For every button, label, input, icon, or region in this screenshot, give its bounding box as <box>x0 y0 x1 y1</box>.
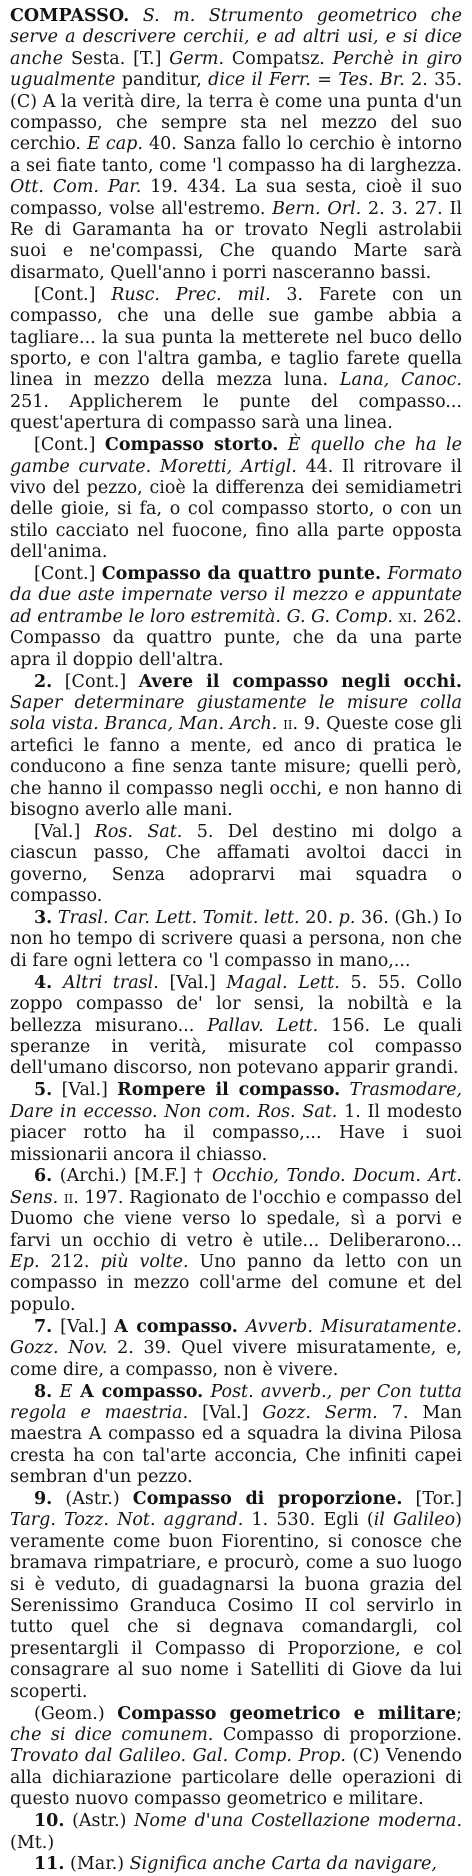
body-text: [Val.] <box>52 1316 115 1337</box>
body-text: Compatsz. <box>224 48 333 69</box>
bold-text: A compasso. <box>72 1381 204 1402</box>
italic-text: E <box>52 1381 73 1402</box>
body-text: (Archi.) [M.F.] † <box>52 1166 213 1187</box>
italic-text: Magal. Lett. <box>226 972 340 993</box>
body-text: 40. Sanza fallo lo cerchio è intorno a sei fiate tanto, come 'l compasso ha di larghezza. <box>10 134 462 176</box>
body-text: [Val.] <box>34 821 95 842</box>
bold-text: 3. <box>34 908 53 929</box>
body-text: [Cont.] <box>34 435 105 456</box>
body-text: 5. 55. Collo zoppo compasso de' lor sensi, la nobiltà e la bellezza misurano... <box>10 972 463 1036</box>
italic-text: che si dice comunem. <box>10 1725 214 1745</box>
bold-text: 8. <box>34 1381 53 1402</box>
bold-text: 10. <box>34 1811 65 1832</box>
body-text: [Cont.] <box>52 671 139 692</box>
italic-text: Bern. Orl. <box>272 198 362 219</box>
italic-text: Pallav. Lett. <box>207 1015 319 1036</box>
italic-text: Ros. Sat. <box>94 821 183 842</box>
body-text: (Mar.) <box>64 1854 130 1875</box>
italic-text: Ep. <box>10 1252 40 1273</box>
entry-sense-paragraph <box>10 435 462 563</box>
body-text: 2. 3. 27. Il Re di Garamanta ha or trovato Negli astrolabii suoi e ne'compassi, Che quando Marte sarà disarmato, Quell'anno i porri nasceranno bassi. <box>10 198 462 283</box>
entry-sense-paragraph <box>10 1704 462 1811</box>
body-text: Sesta. [T.] <box>63 48 170 69</box>
italic-text: Targ. Tozz. Not. aggrand. <box>10 1510 244 1531</box>
body-text: Uno panno da letto con un compasso in mezzo coll'arme del comune et del populo. <box>10 1252 463 1315</box>
italic-text: dice il Ferr. = Tes. Br. <box>208 70 405 91</box>
italic-text: Trasl. Car. Lett. Tomit. lett. <box>52 908 300 929</box>
body-text: (Geom.) <box>34 1703 118 1724</box>
italic-text: Trasmodare, Dare in eccesso. Non com. Ros. Sat. <box>10 1080 462 1122</box>
body-text: [Val.] <box>52 1080 118 1101</box>
italic-text: Gozz. Serm. <box>262 1402 378 1423</box>
bold-text: 7. <box>34 1316 53 1337</box>
smallcaps-text: ii <box>63 1187 74 1208</box>
body-text: ) veramente come buon Fiorentino, si conosce che bramava rimpatriare, e procurò, come a suo luogo si è veduto, di guadagnarsi la buona grazia del Serenissimo Granduca Cosimo II col servirlo in tutto quel che si degnava comandargli, col presentargli il Compasso di Proporzione, e col consagrare al suo nome i Satelliti di Giove da lui scoperti. <box>10 1510 462 1702</box>
entry-sense-paragraph <box>10 822 462 908</box>
entry-sense-paragraph <box>10 1080 462 1166</box>
bold-text: COMPASSO. <box>10 6 130 26</box>
italic-text: p. <box>338 908 356 929</box>
bold-text: Compasso storto. <box>104 435 279 456</box>
body-text: 20. <box>299 908 339 929</box>
body-text: 7. Man maestra A compasso ed a squadra la divina Pilosa cresta ha con tal'arte acconcia, Che infiniti capei sembran d'un pezzo. <box>10 1402 463 1488</box>
italic-text: Rusc. Prec. mil. <box>111 284 271 305</box>
entry-sense-paragraph <box>10 1317 462 1381</box>
italic-text: Trovato dal Galileo. Gal. Comp. Prop. <box>10 1746 346 1767</box>
body-text: . 197. Ragionato de l'occhio e compasso del Duomo che viene verso lo spedale, sì a porvi e farvi un occhio di vetro è utile... Deliberarono... <box>10 1187 462 1251</box>
body-text: 251. Applicherem le punte del compasso... quest'apertura di compasso sarà una linea. <box>10 391 462 434</box>
bold-text: 11. <box>34 1854 65 1875</box>
body-text: 3. Farete con un compasso, che una delle sue gambe abbia a tagliare... la sua punta la metterete nel buco dello sporto, e con l'altra gamba, e taglio farete quella linea in mezzo della mezza luna. <box>10 284 462 391</box>
italic-text: È quello che ha le gambe curvate. Moretti, Artigl. <box>10 435 463 477</box>
bold-text: Compasso geometrico e militare <box>117 1703 457 1724</box>
italic-text: S. m. Strumento geometrico che serve a descrivere cerchii, e ad altri usi, e si dice anche <box>10 6 462 69</box>
smallcaps-text: xi <box>398 606 412 627</box>
entry-sense-paragraph <box>10 1382 462 1489</box>
body-text: (C) Venendo alla dichiarazione particolare delle operazioni di questo nuovo compasso geometrico e militare. <box>10 1746 462 1810</box>
italic-text: Lana, Canoc. <box>339 370 462 391</box>
bold-text: A compasso. <box>114 1316 238 1337</box>
italic-text: Nome d'una Costellazione moderna. <box>134 1811 463 1832</box>
body-text: panditur, <box>115 70 209 91</box>
italic-text: Perchè in giro ugualmente <box>10 48 462 91</box>
entry-sense-paragraph <box>10 1489 462 1703</box>
italic-text: Ott. Com. Par. <box>10 177 142 198</box>
entry-sense-paragraph <box>10 973 462 1080</box>
italic-text: Altri trasl. <box>52 972 159 993</box>
body-text: 1. 530. Egli ( <box>243 1510 374 1531</box>
bold-text: 9. <box>34 1489 53 1510</box>
entry-sense-paragraph <box>10 908 462 972</box>
body-text: 2. 39. Quel vivere misuratamente, e, come dire, a compasso, non è vivere. <box>10 1338 462 1380</box>
body-text: 212. <box>39 1252 101 1273</box>
body-text: (Mt.) <box>10 1832 55 1853</box>
italic-text: Occhio, Tondo. Docum. Art. Sens. <box>10 1166 462 1208</box>
entry-headword-paragraph <box>10 6 462 284</box>
italic-text: Avverb. Misuratamente. Gozz. Nov. <box>10 1316 462 1359</box>
entry-sense-paragraph <box>10 285 462 435</box>
body-text: [Val.] <box>188 1402 263 1423</box>
entry-sense-paragraph <box>10 1811 462 1854</box>
body-text: ; <box>456 1703 463 1724</box>
italic-text: Saper determinare giustamente le misure colla sola vista. Branca, Man. Arch. <box>10 693 462 735</box>
body-text: 2. 35. (C) A la verità dire, la terra è come una punta d'un compasso, che sempre sta nel mezzo del suo cerchio. <box>10 70 463 155</box>
body-text: 44. Il ritrovare il vivo del pezzo, cioè la differenza dei semidiametri delle gioie, si fa, o col compasso storto, o con un stilo cacciato nel fuocone, fino alla parte opposta dell'anima. <box>10 456 462 563</box>
smallcaps-text: ii <box>283 714 293 735</box>
italic-text: Germ. <box>169 48 225 69</box>
body-text: 19. 434. La sua sesta, cioè il suo compasso, volse all'estremo. <box>10 177 462 219</box>
entry-sense-paragraph <box>10 1166 462 1316</box>
body-text: [Cont.] <box>34 284 112 305</box>
bold-text: 2. <box>34 671 53 692</box>
italic-text: Formato da due aste impernate verso il mezzo e appuntate ad entrambe le loro estremità. G. G. Comp. <box>10 564 462 627</box>
body-text: (Astr.) <box>52 1489 133 1510</box>
bold-text: Rompere il compasso. <box>117 1080 341 1101</box>
entry-sense-paragraph <box>10 1854 462 1875</box>
entry-sense-paragraph <box>10 672 462 822</box>
dictionary-entry-compasso <box>10 6 462 1876</box>
body-text: [Val.] <box>158 972 227 993</box>
italic-text: il Galileo <box>373 1510 456 1531</box>
bold-text: Avere il compasso negli occhi. <box>138 671 462 692</box>
body-text: 156. Le quali speranze in verità, misurate col compasso dell'umano discorso, non potevano apparir grandi. <box>10 1015 462 1079</box>
body-text: [Cont.] <box>34 564 102 585</box>
body-text: 36. (Gh.) Io non ho tempo di scrivere quasi a persona, non che di fare ogni lettera co 'l compasso in mano,... <box>10 908 462 971</box>
body-text: 5. Del destino mi dolgo a ciascun passo, Che affamati avoltoi dacci in governo, Senza adoprarvi mai squadra o compasso. <box>10 821 463 907</box>
italic-text: Significa anche Carta da navigare, <box>129 1854 437 1875</box>
body-text: . 262. Compasso da quattro punte, che da una parte apra il doppio dell'altra. <box>10 606 462 670</box>
bold-text: 6. <box>34 1166 53 1187</box>
bold-text: 5. <box>34 1080 53 1101</box>
italic-text: più volte. <box>100 1252 189 1273</box>
body-text: . 9. Queste cose gli artefici le fanno a mente, ed anco di pratica le conducono a fine senza tante misure; quelli però, che hanno il compasso negli occhi, e non hanno di bisogno averlo alle mani. <box>10 714 462 821</box>
body-text: Compasso di proporzione. <box>213 1725 462 1745</box>
bold-text: 4. <box>34 972 53 993</box>
body-text: (Astr.) <box>64 1811 135 1832</box>
body-text: 1. Il modesto piacer rotto ha il compasso,... Have i suoi missionarii ancora il chiasso. <box>10 1101 462 1165</box>
italic-text: E cap. <box>87 134 143 155</box>
entry-sense-paragraph <box>10 564 462 671</box>
bold-text: Compasso da quattro punte. <box>101 564 382 585</box>
italic-text: Post. avverb., per Con tutta regola e maestria. <box>10 1381 462 1423</box>
bold-text: Compasso di proporzione. <box>132 1489 403 1510</box>
body-text: [Tor.] <box>402 1489 463 1510</box>
